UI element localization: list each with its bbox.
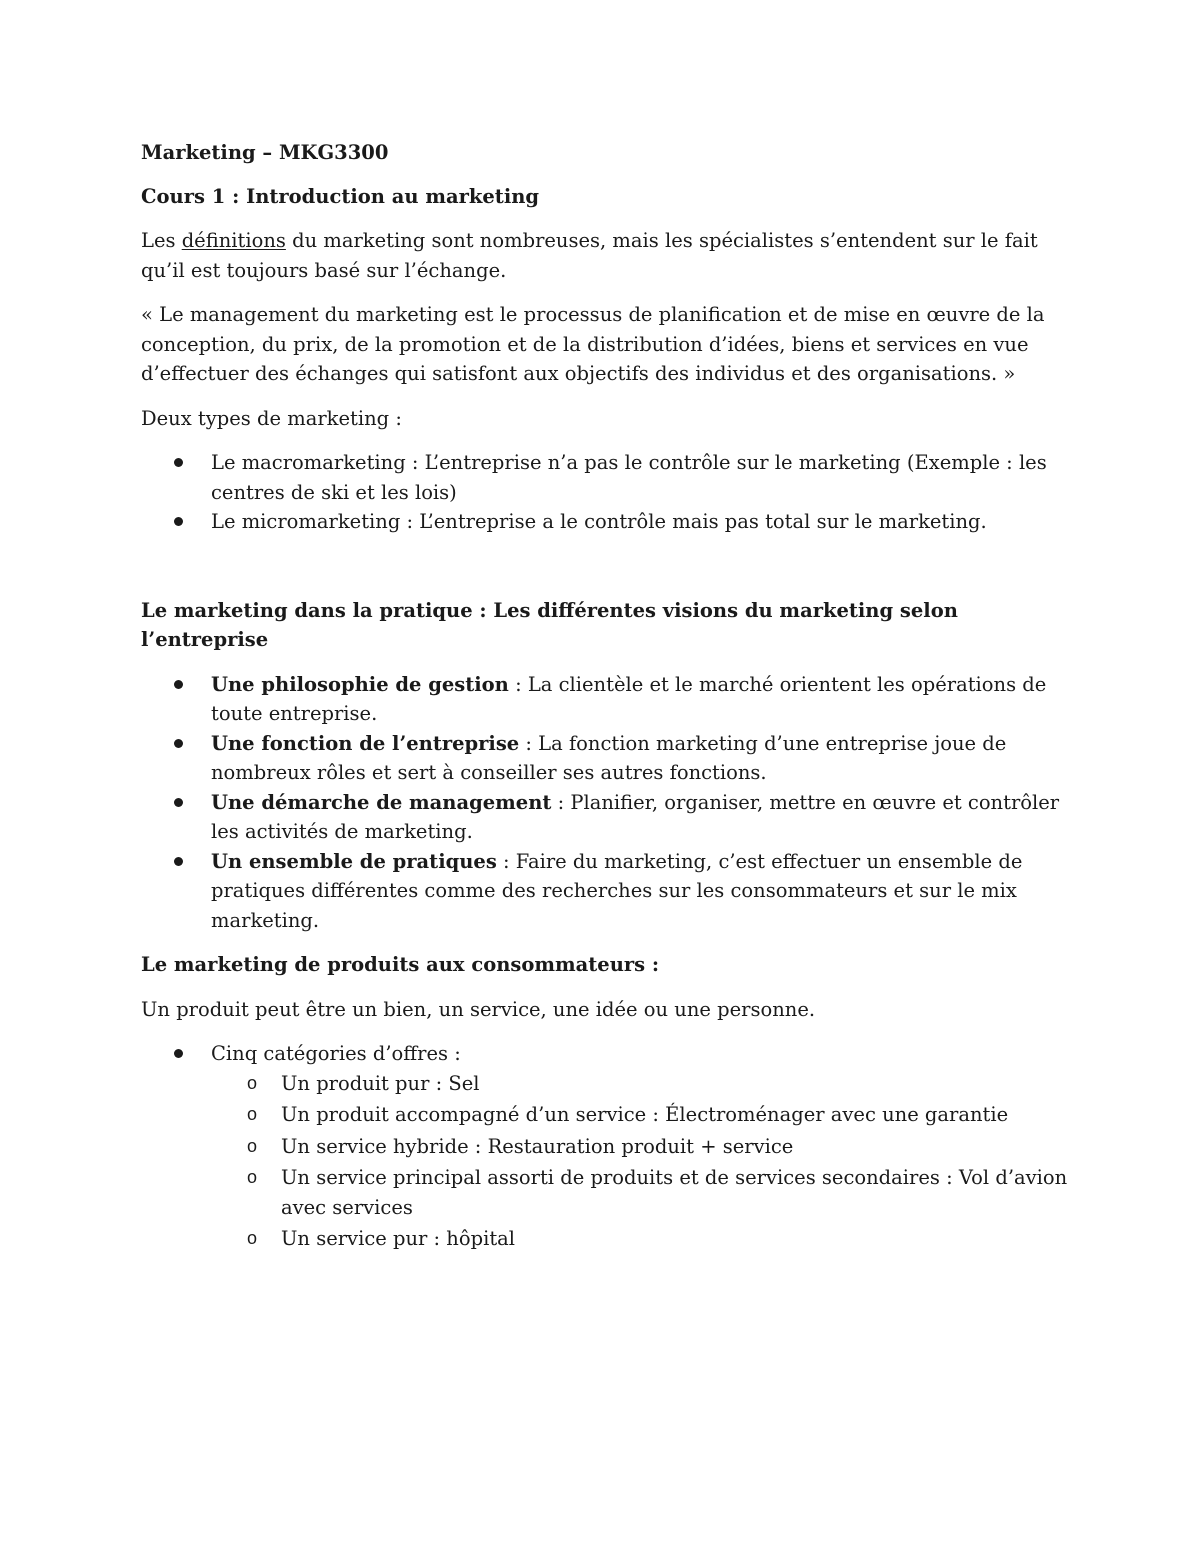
sub-list-item (211, 1100, 1071, 1130)
bullet-icon (174, 739, 183, 748)
intro-paragraph (141, 226, 1071, 285)
intro-text-end: du marketing sont nombreuses, mais les spécialistes s’entendent sur le fait qu’il est toujours basé sur l’échange. (141, 229, 1038, 282)
circle-bullet-icon: o (247, 1135, 258, 1156)
vision-text: : La fonction marketing d’une entreprise joue de nombreux rôles et sert à conseiller ses autres fonctions. (211, 731, 1007, 784)
sub-list-item (211, 1069, 1071, 1099)
sub-list-item-text: Un produit accompagné d’un service : Électroménager avec une garantie (281, 1103, 1009, 1126)
bullet-icon (174, 517, 183, 526)
offers-label: Cinq catégories d’offres : (211, 1042, 461, 1065)
intro-text-start: Les (141, 229, 182, 252)
list-item (141, 1039, 1071, 1254)
visions-list (141, 670, 1071, 936)
bullet-icon (174, 1049, 183, 1058)
bullet-icon (174, 857, 183, 866)
sub-list-item-text: Un service principal assorti de produits et de services secondaires : Vol d’avion avec services (281, 1166, 1068, 1219)
practice-heading: Le marketing dans la pratique : Les différentes visions du marketing selon l’entreprise (141, 598, 958, 651)
products-heading: Le marketing de produits aux consommateurs : (141, 953, 660, 976)
vision-label: Une fonction de l’entreprise (211, 731, 520, 755)
marketing-types-list (141, 448, 1071, 537)
types-intro: Deux types de marketing : (141, 406, 402, 430)
offers-list (141, 1039, 1071, 1254)
document-title: Marketing – MKG3300 (141, 141, 389, 164)
circle-bullet-icon: o (247, 1072, 258, 1093)
document-page (141, 138, 1071, 1269)
sub-list-item-text: Un service pur : hôpital (281, 1227, 516, 1250)
sub-list-item-text: Un service hybride : Restauration produit + service (281, 1134, 794, 1158)
definition-quote: « Le management du marketing est le processus de planification et de mise en œuvre de la conception, du prix, de la promotion et de la distribution d’idées, biens et services en vue d’effectuer des échanges qui satisfont aux objectifs des individus et des organisations. » (141, 303, 1045, 385)
circle-bullet-icon: o (247, 1104, 258, 1124)
vision-label: Une philosophie de gestion (211, 672, 509, 696)
sub-list-item (211, 1163, 1071, 1222)
vision-text: : Faire du marketing, c’est effectuer un ensemble de pratiques différentes comme des recherches sur les consommateurs et sur le mix marketing. (211, 849, 1023, 932)
circle-bullet-icon: o (247, 1228, 258, 1248)
sub-list-item (211, 1132, 1071, 1162)
bullet-icon (174, 798, 183, 807)
list-item-text: Le micromarketing : L’entreprise a le contrôle mais pas total sur le marketing. (211, 510, 987, 533)
course-heading: Cours 1 : Introduction au marketing (141, 184, 540, 208)
list-item-text: Le macromarketing : L’entreprise n’a pas le contrôle sur le marketing (Exemple : les centres de ski et les lois) (211, 451, 1047, 504)
list-item (141, 670, 1071, 729)
vision-text: : Planifier, organiser, mettre en œuvre et contrôler les activités de marketing. (211, 790, 1060, 843)
circle-bullet-icon: o (247, 1167, 258, 1187)
list-item (141, 788, 1071, 847)
bullet-icon (174, 680, 183, 689)
list-item (141, 448, 1071, 507)
bullet-icon (174, 458, 183, 467)
sub-list-item (211, 1224, 1071, 1254)
definitions-underlined: définitions (181, 229, 286, 252)
offer-categories-sublist (211, 1069, 1071, 1254)
list-item (141, 729, 1071, 788)
vision-label: Un ensemble de pratiques (211, 849, 497, 873)
vision-text: : La clientèle et le marché orientent les opérations de toute entreprise. (211, 672, 1047, 725)
list-item (141, 507, 1071, 537)
vision-label: Une démarche de management (211, 790, 552, 814)
products-intro: Un produit peut être un bien, un service, une idée ou une personne. (141, 997, 816, 1021)
section-spacer (141, 552, 1071, 596)
list-item (141, 847, 1071, 936)
sub-list-item-text: Un produit pur : Sel (281, 1071, 480, 1095)
